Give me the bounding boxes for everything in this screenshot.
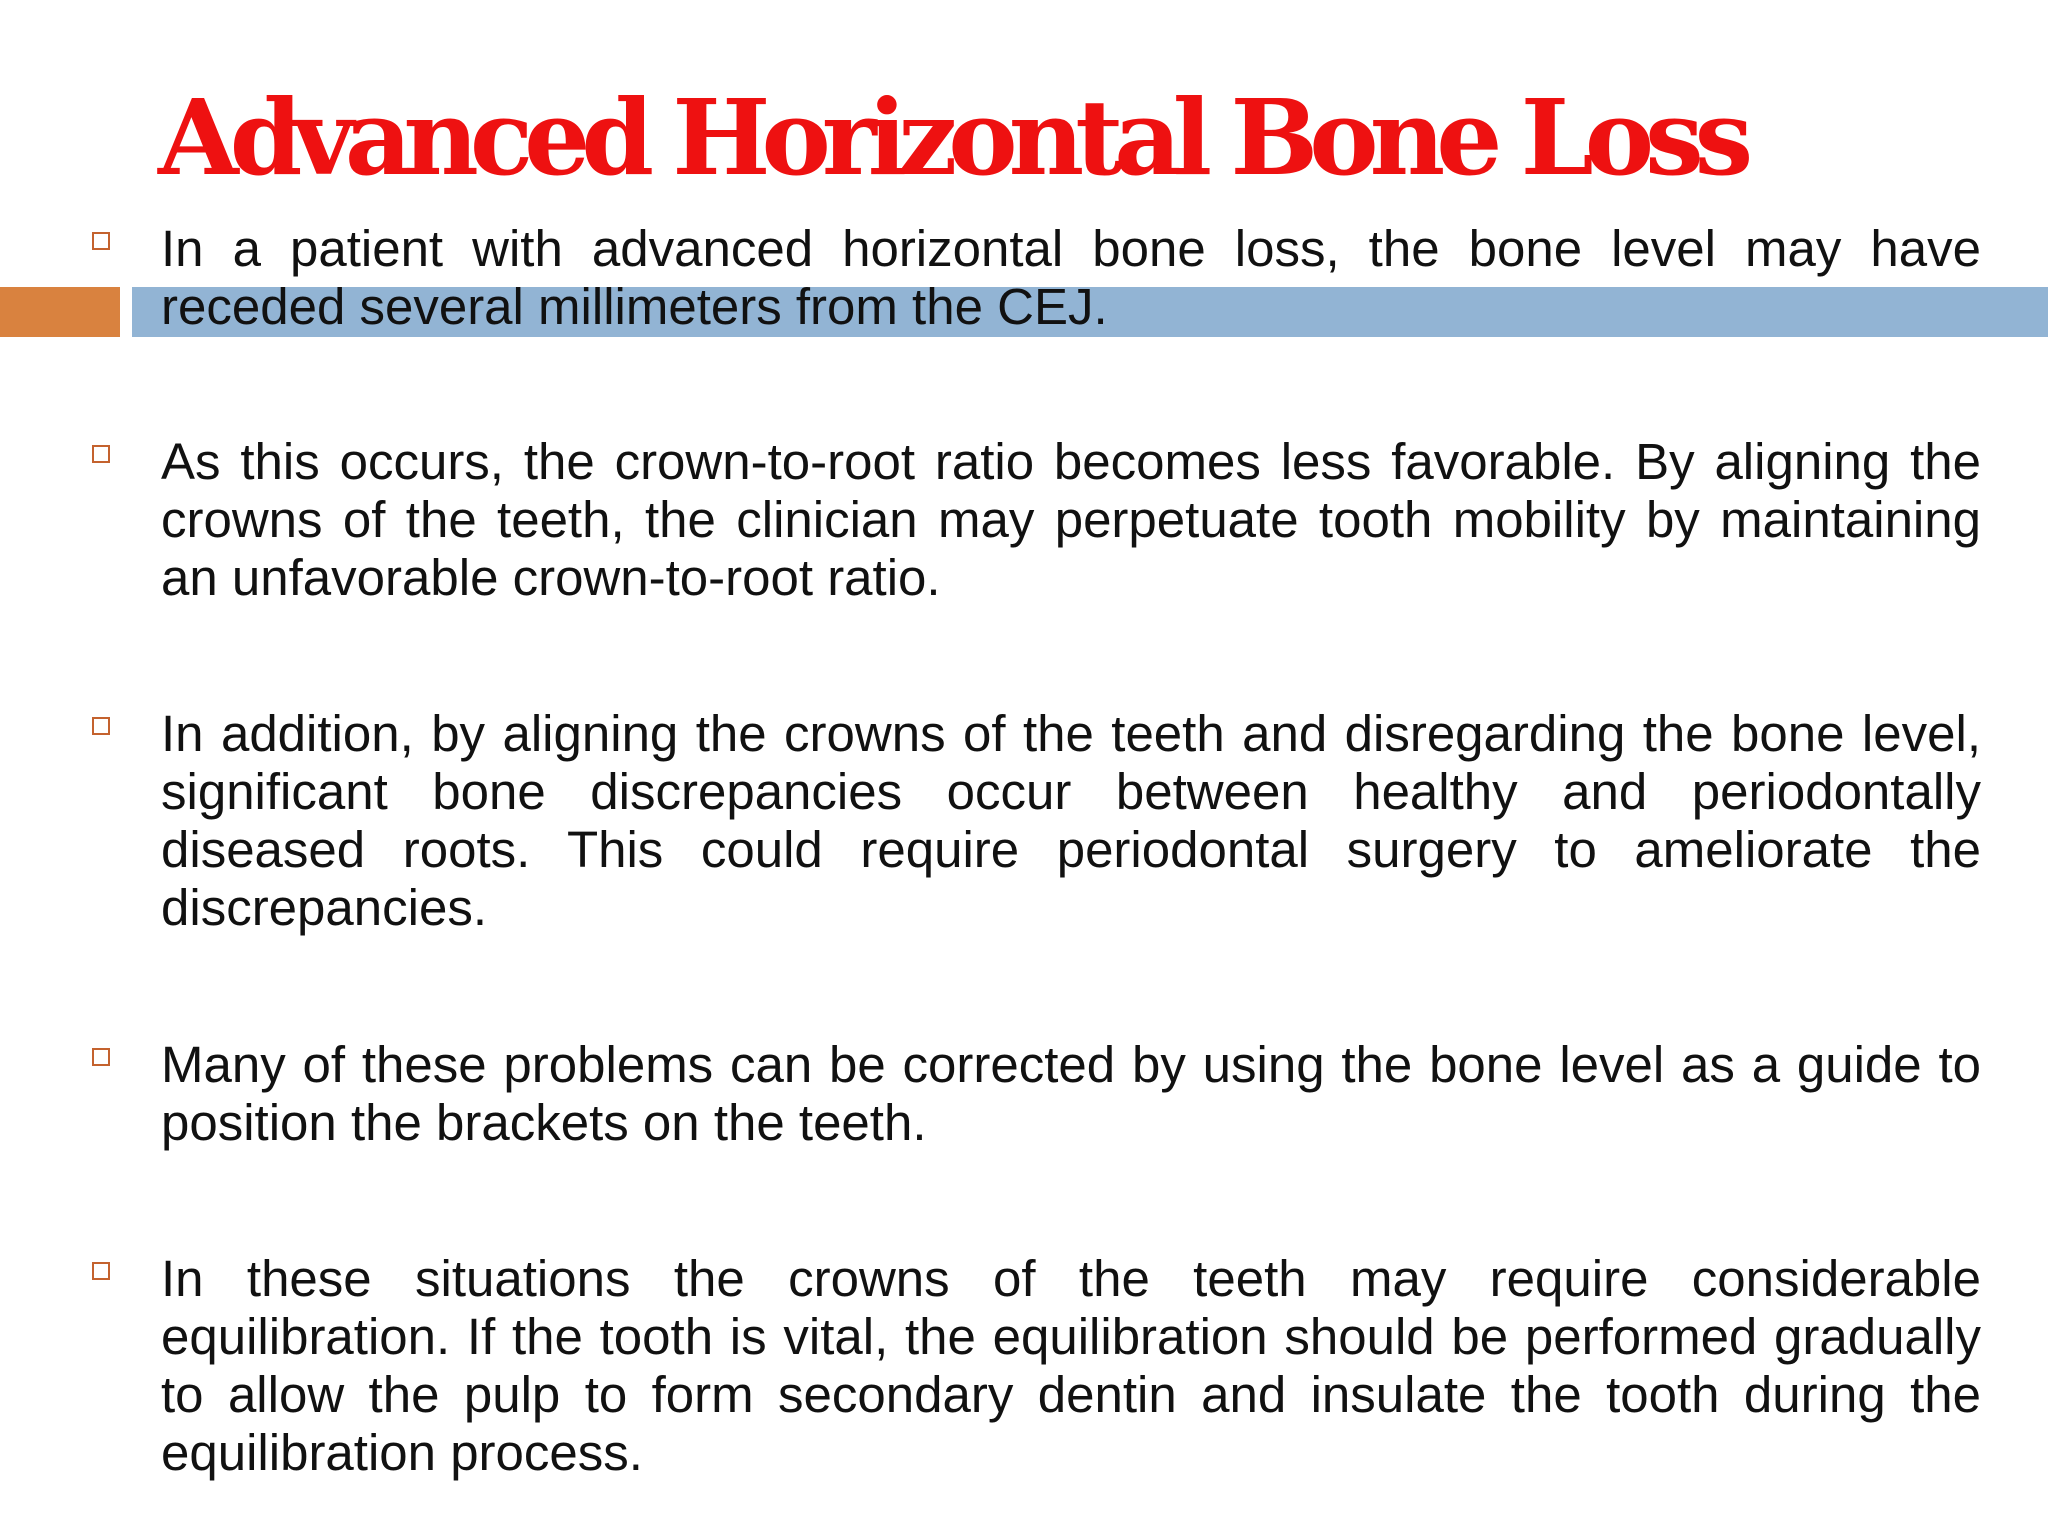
square-bullet-icon xyxy=(92,1048,110,1066)
bullet-text: Many of these problems can be corrected by using the bone level as a guide to position the brackets on the teeth. xyxy=(161,1036,1981,1151)
square-bullet-icon xyxy=(92,717,110,735)
square-bullet-icon xyxy=(92,232,110,250)
square-bullet-icon xyxy=(92,445,110,463)
bullet-text: As this occurs, the crown-to-root ratio becomes less favorable. By aligning the crowns of the teeth, the clinician may perpetuate tooth mobility by maintaining an unfavorable crown-to-root ratio. xyxy=(161,433,1981,606)
bullet-text: In addition, by aligning the crowns of the teeth and disregarding the bone level, significant bone discrepancies occur between healthy and periodontally diseased roots. This could require periodontal surgery to ameliorate the discrepancies. xyxy=(161,705,1981,936)
accent-bar-orange xyxy=(0,287,120,337)
bullet-text: In a patient with advanced horizontal bone loss, the bone level may have receded several millimeters from the CEJ. xyxy=(161,220,1981,335)
slide-title: Advanced Horizontal Bone Loss xyxy=(158,76,1745,199)
bullet-text: In these situations the crowns of the teeth may require considerable equilibration. If the tooth is vital, the equilibration should be performed gradually to allow the pulp to form secondary dentin and insulate the tooth during the equilibration process. xyxy=(161,1250,1981,1481)
square-bullet-icon xyxy=(92,1262,110,1280)
